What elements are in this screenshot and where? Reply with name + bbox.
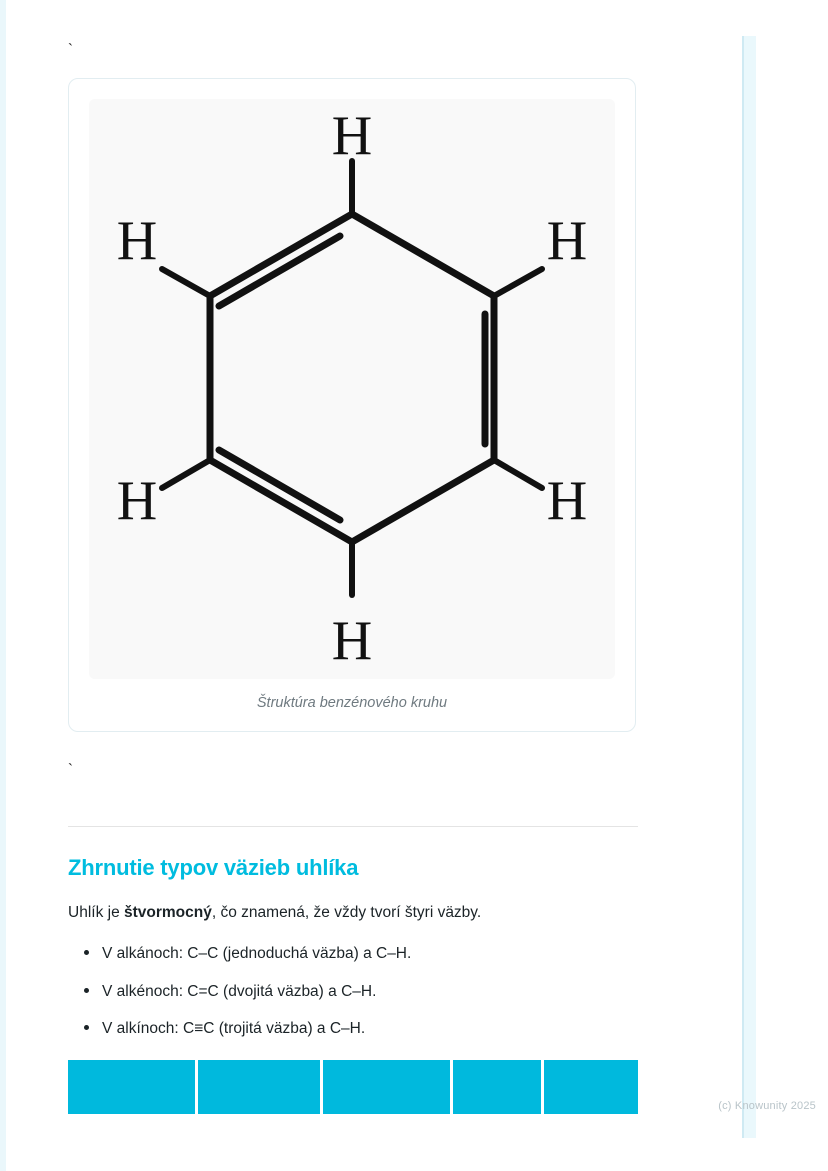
code-tick-bottom: ` <box>68 761 73 778</box>
figure-caption: Štruktúra benzénového kruhu <box>256 695 448 711</box>
list-item: V alkénoch: C=C (dvojitá väzba) a C–H. <box>92 980 638 1003</box>
table-header-cell <box>198 1060 320 1114</box>
section-lead <box>68 901 638 924</box>
lead-text-bold: štvormocný <box>124 904 212 921</box>
lead-text-before: Uhlík je <box>68 904 124 921</box>
benzene-diagram <box>89 99 615 679</box>
atom-label-h-bottomright: H <box>546 470 588 532</box>
list-item: V alkánoch: C–C (jednoduchá väzba) a C–H. <box>92 942 638 965</box>
atom-label-h-top: H <box>331 105 373 167</box>
list-item: V alkínoch: C≡C (trojitá väzba) a C–H. <box>92 1017 638 1040</box>
left-edge-strip <box>0 0 6 1171</box>
right-rail-band <box>744 36 756 1138</box>
bond-types-list <box>68 942 638 1040</box>
table-header-strip <box>68 1060 638 1114</box>
section-heading: Zhrnutie typov väzieb uhlíka <box>68 855 359 880</box>
lead-text-after: , čo znamená, že vždy tvorí štyri väzby. <box>211 904 482 921</box>
code-tick-top: ` <box>68 41 73 58</box>
figure-card <box>68 78 636 732</box>
document-content <box>68 0 638 1114</box>
table-header-cell <box>68 1060 195 1114</box>
table-header-cell <box>453 1060 541 1114</box>
copyright-watermark: (c) Knowunity 2025 <box>718 1100 816 1112</box>
table-header-cell <box>544 1060 638 1114</box>
table-header-cell <box>323 1060 450 1114</box>
right-rail <box>742 0 828 1171</box>
atom-label-h-topright: H <box>546 210 588 272</box>
atom-label-h-bottom: H <box>331 610 373 672</box>
section-divider <box>68 826 638 827</box>
right-rail-divider <box>742 36 744 1138</box>
atom-label-h-topleft: H <box>116 210 158 272</box>
atom-label-h-bottomleft: H <box>116 470 158 532</box>
